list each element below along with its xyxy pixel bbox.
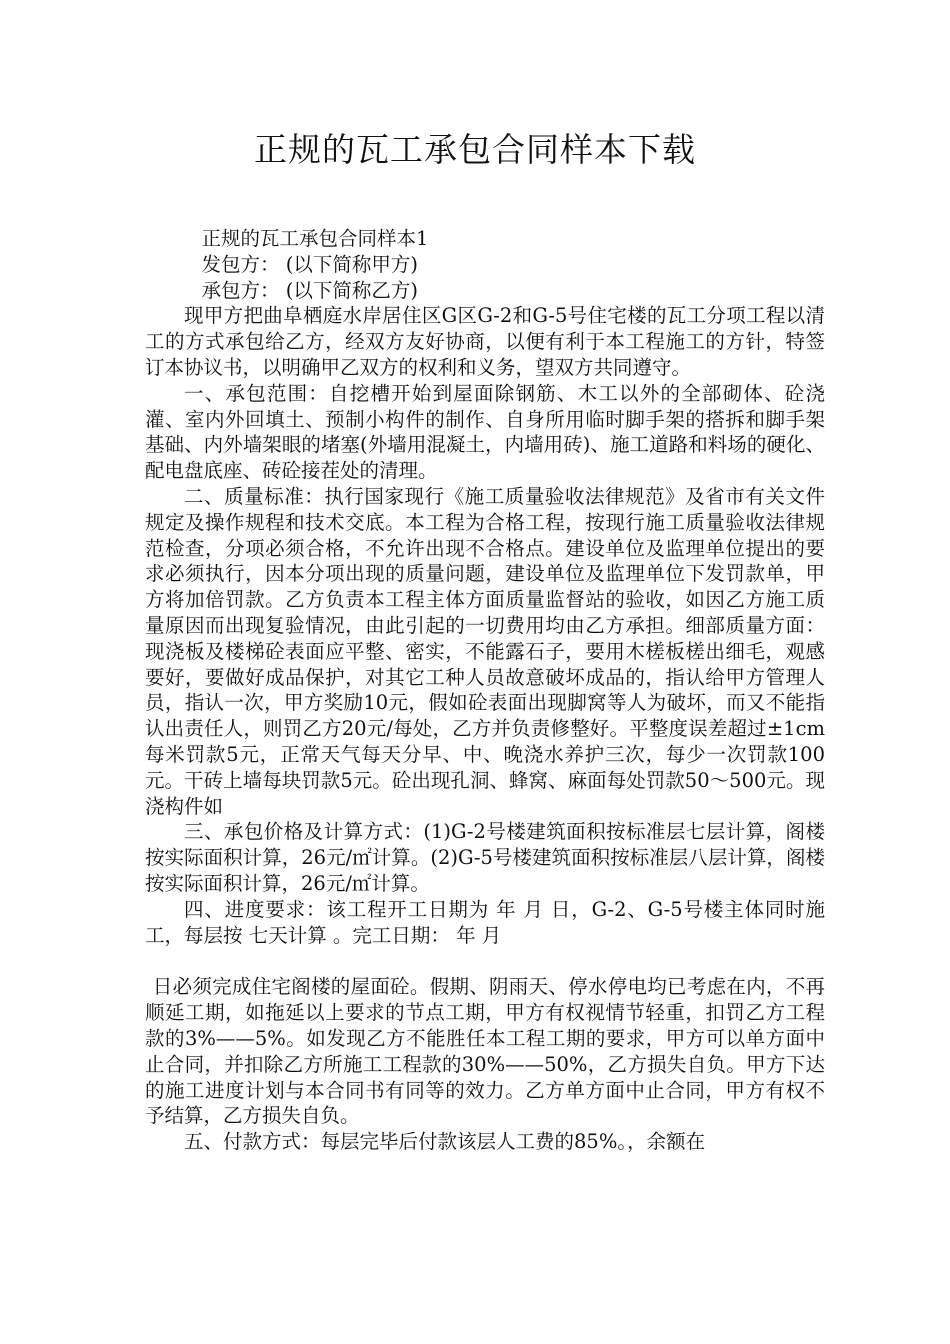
document-title: 正规的瓦工承包合同样本下载 <box>254 130 696 169</box>
paragraph-payment: 五、付款方式：每层完毕后付款该层人工费的85%。，余额在 <box>184 1130 706 1154</box>
contract-subtitle: 正规的瓦工承包合同样本1 <box>201 227 429 250</box>
paragraph-schedule-continued: 日必须完成住宅阁楼的屋面砼。假期、阴雨天、停水停电均已考虑在内，不再顺延工期，如拖延以上要求的节点工期，甲方有权视情节轻重，扣罚乙方工程款的3%——5%。如发现乙方不能胜任本工程工期的要求，甲方可以单方面中止合同，并扣除乙方所施工工程款的30%——50%，乙方损失自负。甲方下达的施工进度计划与本合同书有同等的效力。乙方单方面中止合同，甲方有权不予结算，乙方损失自负。 <box>145 975 825 1128</box>
document-body <box>145 226 825 1155</box>
paragraph-scope: 一、承包范围：自挖槽开始到屋面除钢筋、木工以外的全部砌体、砼浇灌、室内外回填土、预制小构件的制作、自身所用临时脚手架的搭拆和脚手架基础、内外墙架眼的堵塞(外墙用混凝土，内墙用砖)、施工道路和料场的硬化、配电盘底座、砖砼接茬处的清理。 <box>145 381 825 483</box>
paragraph-intro: 现甲方把曲阜栖庭水岸居住区G区G-2和G-5号住宅楼的瓦工分项工程以清工的方式承包给乙方，经双方友好协商，以便有利于本工程施工的方针，特签订本协议书，以明确甲乙双方的权利和义务，望双方共同遵守。 <box>145 304 825 379</box>
paragraph-schedule: 四、进度要求：该工程开工日期为 年 月 日，G-2、G-5号楼主体同时施工，每层按 七天计算 。完工日期： 年 月 <box>145 897 825 947</box>
party-b-line: 承包方： (以下简称乙方) <box>201 278 418 302</box>
paragraph-price: 三、承包价格及计算方式：(1)G-2号楼建筑面积按标准层七层计算，阁楼按实际面积计算，26元/㎡计算。(2)G-5号楼建筑面积按标准层八层计算，阁楼按实际面积计算，26元/㎡计算。 <box>145 820 825 895</box>
paragraph-quality: 二、质量标准：执行国家现行《施工质量验收法律规范》及省市有关文件规定及操作规程和技术交底。本工程为合格工程，按现行施工质量验收法律规范检查，分项必须合格，不允许出现不合格点。建设单位及监理单位提出的要求必须执行，因本分项出现的质量问题，建设单位及监理单位下发罚款单，甲方将加倍罚款。乙方负责本工程主体方面质量监督站的验收，如因乙方施工质量原因而出现复验情况，由此引起的一切费用均由乙方承担。细部质量方面：现浇板及楼梯砼表面应平整、密实，不能露石子，要用木槎板槎出细毛，观感要好，要做好成品保护，对其它工种人员故意破坏成品的，指认给甲方管理人员，指认一次，甲方奖励10元，假如砼表面出现脚窝等人为破坏，而又不能指认出责任人，则罚乙方20元/每处，乙方并负责修整好。平整度误差超过±1cm每米罚款5元，正常天气每天分早、中、晚浇水养护三次，每少一次罚款100元。干砖上墙每块罚款5元。砼出现孔洞、蜂窝、麻面每处罚款50～500元。现浇构件如 <box>145 484 825 818</box>
party-a-line: 发包方： (以下简称甲方) <box>201 252 418 276</box>
blank-gap <box>145 948 825 974</box>
